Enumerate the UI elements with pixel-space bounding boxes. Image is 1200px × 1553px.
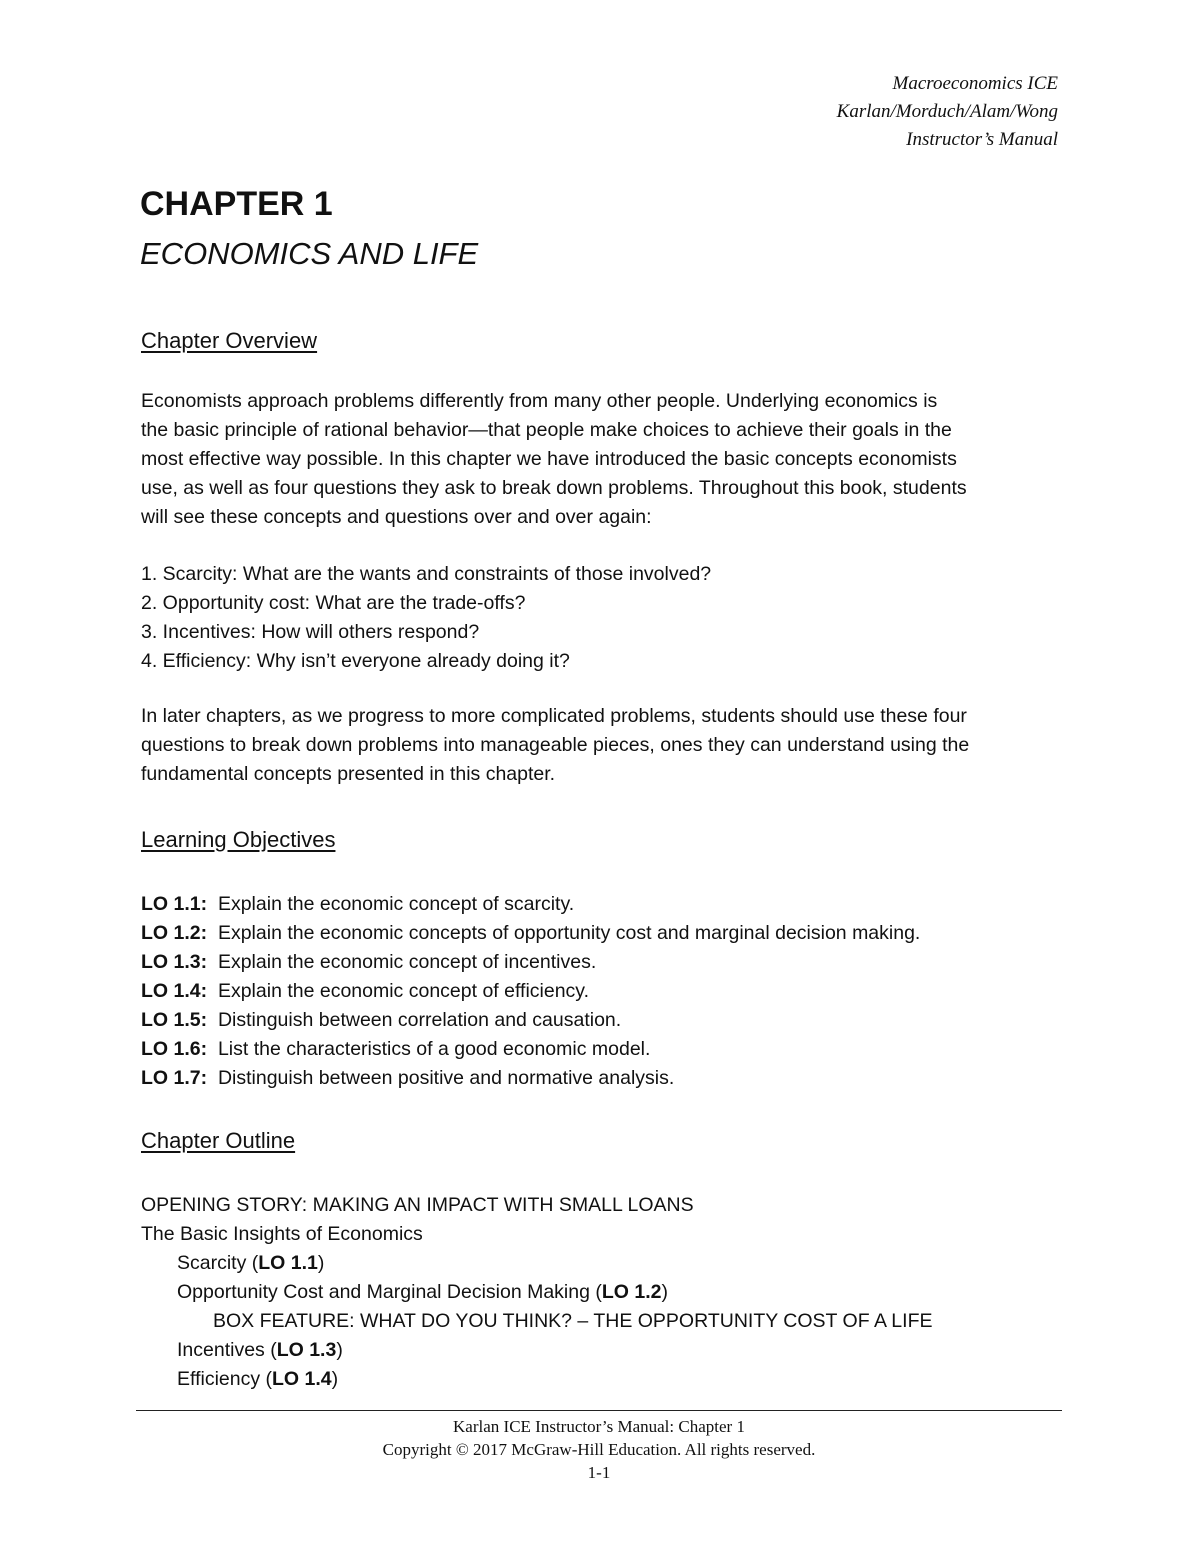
lo-text: Explain the economic concept of incentives.: [217, 951, 597, 973]
lo-text: Explain the economic concepts of opportunity cost and marginal decision making.: [217, 922, 921, 944]
chapter-title: CHAPTER 1: [140, 185, 333, 223]
learning-objective-item: [141, 1035, 920, 1064]
outline-item-text: Efficiency (: [177, 1368, 273, 1390]
outline-item-close: ): [331, 1368, 339, 1390]
overview-intro-line: most effective way possible. In this chapter we have introduced the basic concepts economists: [141, 448, 957, 470]
footer-copyright: Copyright © 2017 McGraw-Hill Education. All rights reserved.: [382, 1440, 816, 1459]
learning-objective-item: [141, 948, 920, 977]
lo-id: LO 1.5:: [141, 1009, 208, 1031]
lo-text: List the characteristics of a good economic model.: [217, 1038, 651, 1060]
lo-id: LO 1.6:: [141, 1038, 208, 1060]
header-book-title: Macroeconomics ICE: [892, 73, 1058, 94]
overview-intro-line: the basic principle of rational behavior—that people make choices to achieve their goals in the: [141, 419, 952, 441]
outline-item-lo: LO 1.4: [272, 1368, 332, 1390]
objectives-heading: Learning Objectives: [141, 827, 336, 852]
question-item: 1. Scarcity: What are the wants and constraints of those involved?: [141, 563, 712, 585]
outline-item-close: ): [661, 1281, 668, 1303]
overview-intro: [141, 387, 1066, 532]
outline-item-lo: LO 1.1: [258, 1252, 318, 1274]
outline-item-lo: LO 1.2: [601, 1281, 662, 1303]
outline-item-text: Incentives (: [177, 1339, 277, 1361]
chapter-outline: [141, 1191, 932, 1394]
outline-item-close: ): [336, 1339, 343, 1361]
outline-item-text: Scarcity (: [177, 1252, 259, 1274]
overview-closing-line: fundamental concepts presented in this chapter.: [141, 763, 556, 785]
learning-objective-item: [141, 919, 920, 948]
lo-text: Distinguish between correlation and causation.: [217, 1009, 622, 1031]
lo-id: LO 1.2:: [141, 922, 208, 944]
learning-objective-item: [141, 1006, 920, 1035]
learning-objectives-list: [141, 890, 920, 1093]
outline-item-close: ): [317, 1252, 325, 1274]
lo-text: Explain the economic concept of efficiency.: [217, 980, 590, 1002]
footer-page-number: 1-1: [587, 1463, 611, 1482]
outline-item: [141, 1336, 932, 1365]
learning-objective-item: [141, 977, 920, 1006]
question-item: 3. Incentives: How will others respond?: [141, 621, 480, 643]
outline-item-lo: LO 1.3: [276, 1339, 337, 1361]
footer-divider: [136, 1410, 1062, 1411]
outline-item: [141, 1278, 932, 1307]
overview-intro-line: Economists approach problems differently from many other people. Underlying economics is: [141, 390, 938, 412]
header-authors: Karlan/Morduch/Alam/Wong: [836, 101, 1058, 122]
running-header: [837, 70, 1058, 154]
lo-text: Distinguish between positive and normative analysis.: [217, 1067, 675, 1089]
header-manual: Instructor’s Manual: [906, 129, 1058, 150]
page-footer: [136, 1415, 1062, 1484]
overview-heading: Chapter Overview: [141, 328, 318, 353]
outline-item: [141, 1249, 932, 1278]
overview-closing-line: In later chapters, as we progress to more complicated problems, students should use these four: [141, 705, 967, 727]
outline-section: The Basic Insights of Economics: [141, 1223, 423, 1245]
chapter-subtitle: ECONOMICS AND LIFE: [140, 236, 479, 271]
outline-item-text: Opportunity Cost and Marginal Decision Making (: [177, 1281, 602, 1303]
lo-text: Explain the economic concept of scarcity.: [217, 893, 575, 915]
lo-id: LO 1.1:: [141, 893, 208, 915]
footer-manual-title: Karlan ICE Instructor’s Manual: Chapter 1: [453, 1417, 745, 1436]
overview-closing: [141, 702, 1066, 789]
outline-item: [141, 1365, 932, 1394]
outline-opening-story: OPENING STORY: MAKING AN IMPACT WITH SMALL LOANS: [141, 1194, 694, 1216]
question-item: 2. Opportunity cost: What are the trade-offs?: [141, 592, 526, 614]
lo-id: LO 1.7:: [141, 1067, 208, 1089]
overview-intro-line: use, as well as four questions they ask to break down problems. Throughout this book, students: [141, 477, 967, 499]
four-questions-list: [141, 560, 1066, 676]
question-item: 4. Efficiency: Why isn’t everyone already doing it?: [141, 650, 570, 672]
learning-objective-item: [141, 890, 920, 919]
learning-objective-item: [141, 1064, 920, 1093]
lo-id: LO 1.4:: [141, 980, 208, 1002]
outline-box-feature: BOX FEATURE: WHAT DO YOU THINK? – THE OPPORTUNITY COST OF A LIFE: [213, 1310, 933, 1332]
overview-closing-line: questions to break down problems into manageable pieces, ones they can understand using the: [141, 734, 970, 756]
lo-id: LO 1.3:: [141, 951, 208, 973]
outline-heading: Chapter Outline: [141, 1128, 296, 1153]
overview-intro-line: will see these concepts and questions over and over again:: [141, 506, 652, 528]
